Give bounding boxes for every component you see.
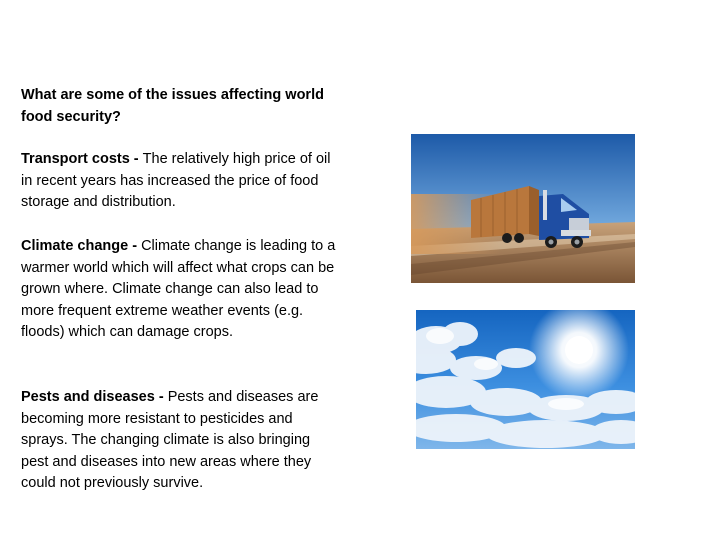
sky-photo bbox=[416, 310, 635, 449]
item-text: The relatively high price of oil in recent years has increased the price of food storage and distribution. bbox=[21, 151, 331, 211]
item-term: Pests and diseases - bbox=[21, 389, 168, 405]
item-text: Pests and diseases are becoming more resistant to pesticides and sprays. The changing climate is also bringing pest and diseases into new areas where they could not previously survive. bbox=[21, 389, 319, 492]
item-climate-change bbox=[21, 236, 336, 344]
sun-and-clouds-icon bbox=[416, 310, 635, 449]
item-term: Climate change - bbox=[21, 238, 142, 254]
item-text: Climate change is leading to a warmer world which will affect what crops can be grown where. Climate change can also lead to more frequent extreme weather events (e.g. floods) which can damage crops. bbox=[21, 238, 336, 341]
truck-photo bbox=[411, 134, 635, 283]
item-term: Transport costs - bbox=[21, 151, 143, 167]
truck-on-road-icon bbox=[411, 134, 635, 283]
item-transport-costs bbox=[21, 149, 336, 214]
item-pests-diseases bbox=[21, 387, 336, 495]
slide-heading: What are some of the issues affecting world food security? bbox=[21, 87, 324, 125]
